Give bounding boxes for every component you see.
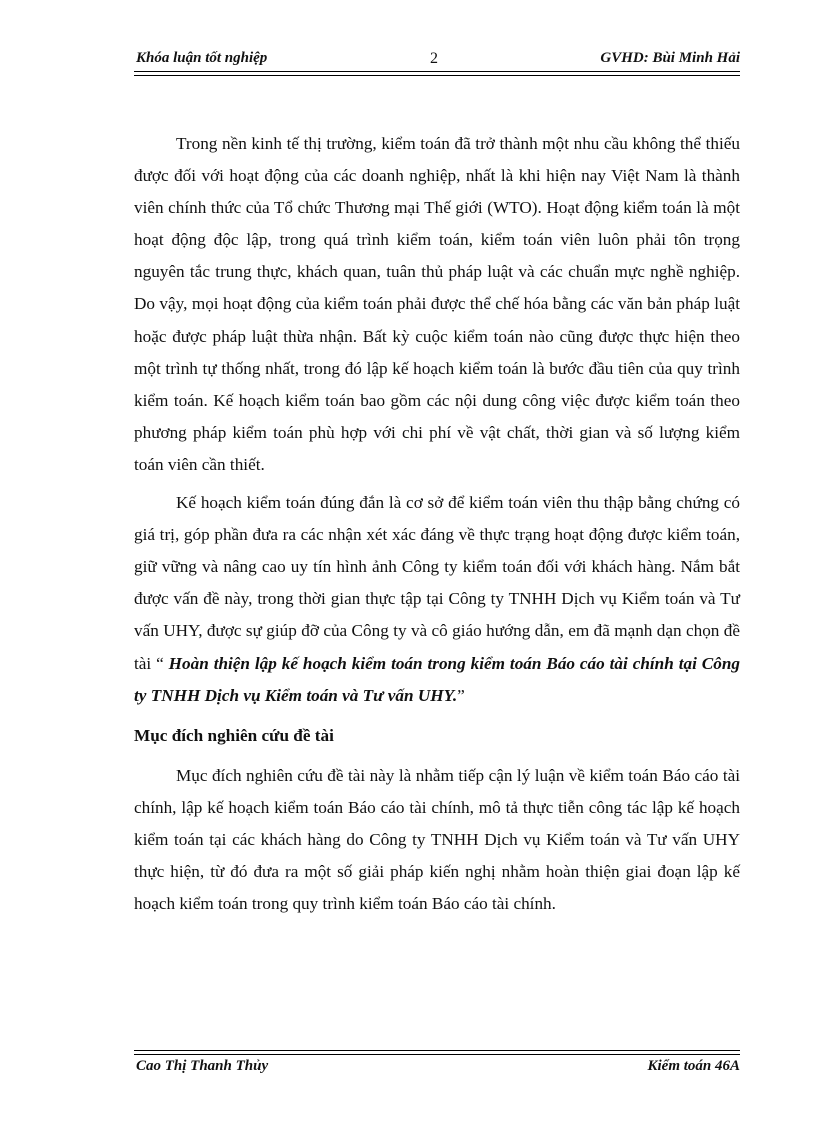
page-body <box>134 128 740 926</box>
paragraph-topic-close: ” <box>457 685 465 705</box>
paragraph-topic-lead: Kế hoạch kiểm toán đúng đắn là cơ sở để kiểm toán viên thu thập bằng chứng có giá trị, góp phần đưa ra các nhận xét xác đáng về thực trạng hoạt động được kiểm toán, giữ vững và nâng cao uy tín hình ảnh Công ty kiểm toán đối với khách hàng. Nắm bắt được vấn đề này, trong thời gian thực tập tại Công ty TNHH Dịch vụ Kiểm toán và Tư vấn UHY, được sự giúp đỡ của Công ty và cô giáo hướng dẫn, em đã mạnh dạn chọn đề tài “ <box>134 493 740 673</box>
footer-rule-thick <box>134 1054 740 1055</box>
paragraph-intro: Trong nền kinh tế thị trường, kiểm toán đã trở thành một nhu cầu không thể thiếu được đối với hoạt động của các doanh nghiệp, nhất là khi hiện nay Việt Nam là thành viên chính thức của Tổ chức Thương mại Thế giới (WTO). Hoạt động kiểm toán là một hoạt động độc lập, trong quá trình kiểm toán, kiểm toán viên luôn phải tôn trọng nguyên tắc trung thực, khách quan, tuân thủ pháp luật và các chuẩn mực nghề nghiệp. Do vậy, mọi hoạt động của kiểm toán phải được thể chế hóa bằng các văn bản pháp luật hoặc được pháp luật thừa nhận. Bất kỳ cuộc kiểm toán nào cũng được thực hiện theo một trình tự thống nhất, trong đó lập kế hoạch kiểm toán là bước đầu tiên của quy trình kiểm toán. Kế hoạch kiểm toán bao gồm các nội dung công việc được kiểm toán theo phương pháp kiểm toán phù hợp với chi phí về vật chất, thời gian và số lượng kiểm toán viên cần thiết. <box>134 134 740 474</box>
header-supervisor: GVHD: Bùi Minh Hải <box>600 50 740 66</box>
page-header <box>134 48 740 72</box>
thesis-title: Hoàn thiện lập kế hoạch kiểm toán trong kiểm toán Báo cáo tài chính tại Công ty TNHH Dịch vụ Kiểm toán và Tư vấn UHY. <box>134 653 740 705</box>
page-number: 2 <box>430 50 438 67</box>
footer-author: Cao Thị Thanh Thủy <box>136 1058 269 1074</box>
footer-rule-thin <box>134 1050 740 1051</box>
section-heading-purpose: Mục đích nghiên cứu đề tài <box>134 725 334 745</box>
paragraph-topic <box>134 487 740 712</box>
header-document-type: Khóa luận tốt nghiệp <box>136 50 268 66</box>
footer-class: Kiểm toán 46A <box>647 1058 740 1074</box>
page-footer <box>134 1056 740 1080</box>
header-rule-thin <box>134 75 740 76</box>
header-rule-thick <box>134 71 740 72</box>
paragraph-purpose: Mục đích nghiên cứu đề tài này là nhằm tiếp cận lý luận về kiểm toán Báo cáo tài chính, lập kế hoạch kiểm toán Báo cáo tài chính, mô tả thực tiễn công tác lập kế hoạch kiểm toán tại các khách hàng do Công ty TNHH Dịch vụ Kiểm toán và Tư vấn UHY thực hiện, từ đó đưa ra một số giải pháp kiến nghị nhằm hoàn thiện giai đoạn lập kế hoạch kiểm toán trong quy trình kiểm toán Báo cáo tài chính. <box>134 765 740 914</box>
